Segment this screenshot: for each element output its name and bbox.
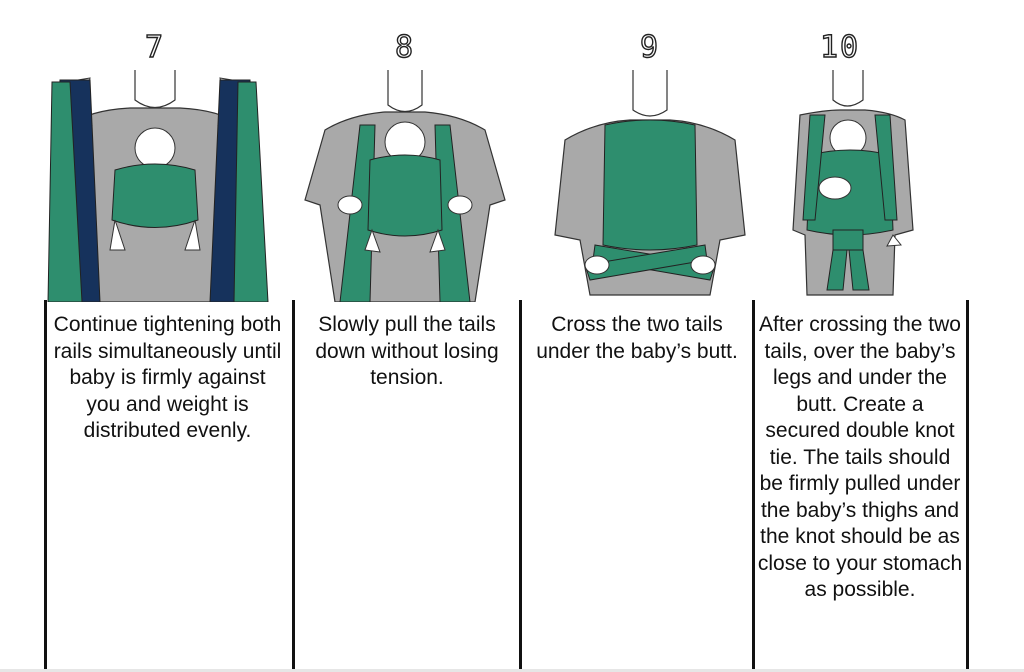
step-8-text: Slowly pull the tails down without losing tension.	[315, 313, 499, 389]
illustration-tighten-rails	[30, 70, 280, 302]
column-divider	[519, 300, 522, 672]
step-number: 9	[639, 30, 661, 65]
column-divider	[292, 300, 295, 672]
step-number: 10	[819, 30, 861, 65]
illustration-pull-tails	[280, 70, 530, 302]
step-10-text: After crossing the two tails, over the baby’s legs and under the butt. Create a secured double knot tie. The tails should be firmly pulled under the baby’s thighs and the knot should be as close to your stomach as possible.	[757, 313, 963, 601]
step-number: 7	[144, 30, 166, 65]
column-divider	[752, 300, 755, 672]
step-7-text: Continue tightening both rails simultaneously until baby is firmly against you and weight is distributed evenly.	[53, 313, 282, 442]
step-9-text: Cross the two tails under the baby’s butt.	[536, 313, 738, 363]
column-divider	[966, 300, 969, 672]
illustration-double-knot	[715, 70, 965, 302]
step-number: 8	[394, 30, 416, 65]
column-divider	[44, 300, 47, 672]
